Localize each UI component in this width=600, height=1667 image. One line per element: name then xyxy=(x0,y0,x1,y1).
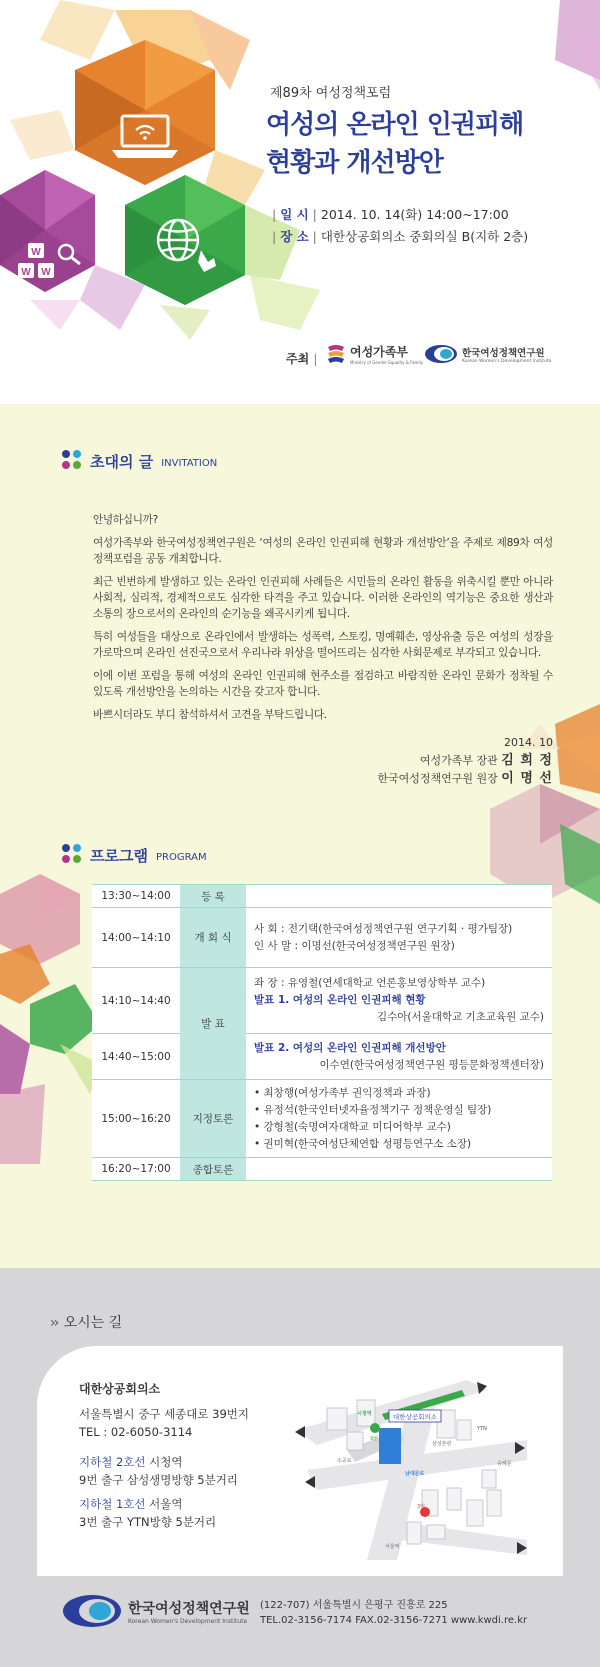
table-row xyxy=(92,908,552,968)
event-place: | 장 소 | 대한상공회의소 중회의실 B(지하 2층) xyxy=(272,229,529,244)
page-title xyxy=(266,106,523,182)
dots-icon xyxy=(62,450,84,472)
table-row xyxy=(92,1034,552,1080)
exit-9-marker xyxy=(370,1423,380,1433)
content-section xyxy=(0,404,600,1268)
date-label: 일 시 xyxy=(280,207,309,222)
presentation-title: 발표 1. 여성의 온라인 인권피해 현황 xyxy=(254,994,426,1006)
program-desc xyxy=(246,1080,552,1158)
location-map xyxy=(287,1370,537,1560)
host-label: 주최 | xyxy=(286,352,318,366)
desc-line: 인 사 말 : 이명선(한국여성정책연구원 원장) xyxy=(254,939,455,952)
program-session: 지정토론 xyxy=(180,1080,246,1158)
program-desc xyxy=(246,885,552,908)
event-date: | 일 시 | 2014. 10. 14(화) 14:00~17:00 xyxy=(272,207,509,222)
letter-paragraph: 안녕하십니까? xyxy=(93,514,158,526)
mogef-logo xyxy=(326,343,423,365)
footer-address: (122-707) 서울특별시 은평구 진흥로 225 xyxy=(260,1600,448,1611)
invitation-title-en: INVITATION xyxy=(161,457,218,469)
map-label-kcci: 대한상공회의소 xyxy=(393,1413,437,1421)
program-time: 13:30~14:00 xyxy=(92,885,180,908)
invitation-heading xyxy=(62,450,217,472)
program-title: 프로그램 xyxy=(90,846,148,865)
map-label-seoul-station: 서울역 xyxy=(385,1544,400,1550)
arrow-icon xyxy=(305,1476,315,1488)
table-row xyxy=(92,1158,552,1181)
kcci-building xyxy=(379,1428,401,1464)
footer-org-sub: Korean Women's Development Institute xyxy=(128,1617,248,1625)
program-time: 14:40~15:00 xyxy=(92,1034,180,1080)
kwdi-name: 한국여성정책연구원 xyxy=(462,347,545,359)
directions-section xyxy=(0,1268,600,1667)
kwdi-logo xyxy=(424,344,551,364)
kwdi-sub: Korean Women's Development Institute xyxy=(462,358,552,364)
map-label-exit3: 3번 xyxy=(417,1504,426,1510)
subway-line1: 지하철 1호선 서울역 xyxy=(79,1497,183,1511)
subway-line1-exit: 3번 출구 YTN방향 5분거리 xyxy=(79,1515,217,1529)
directions-card xyxy=(37,1346,563,1576)
program-heading xyxy=(62,844,207,866)
invitation-title: 초대의 글 xyxy=(90,452,154,471)
desc-line: 좌 장 : 유영철(연세대학교 언론홍보영상학부 교수) xyxy=(254,977,486,989)
letter-paragraph: 이에 이번 포럼을 통해 여성의 온라인 인권피해 현주소를 점검하고 바람직한 온라인 문화가 정착될 수 있도록 개선방안을 논의하는 시간을 갖고자 합니다. xyxy=(93,670,553,698)
mogef-sub: Ministry of Gender Equality & Family xyxy=(350,360,424,365)
letter-paragraph: 여성가족부와 한국여성정책연구원은 ‘여성의 온라인 인권피해 현황과 개선방안’을 주제로 제89차 여성정책포럼을 공동 개최합니다. xyxy=(93,537,553,565)
signer-1: 여성가족부 장관 김 희 정 xyxy=(419,753,553,768)
title-line: 여성의 온라인 인권피해 xyxy=(266,110,524,140)
www-letter: W xyxy=(41,267,51,278)
program-title-en: PROGRAM xyxy=(155,851,207,863)
kwdi-logo-icon xyxy=(424,344,458,364)
table-row xyxy=(92,1080,552,1158)
map-label-sungnyemun: 숭례문 xyxy=(497,1461,512,1467)
program-session: 등 록 xyxy=(180,885,246,908)
invitation-letter xyxy=(93,512,553,730)
map-label-ytn: YTN xyxy=(477,1426,487,1432)
venue-address: 서울특별시 중구 세종대로 39번지 xyxy=(79,1407,250,1421)
program-time: 15:00~16:20 xyxy=(92,1080,180,1158)
signature-block xyxy=(377,734,553,788)
directions-heading xyxy=(50,1312,122,1332)
program-desc xyxy=(246,1034,552,1080)
program-time: 16:20~17:00 xyxy=(92,1158,180,1181)
panelist: • 유정석(한국인터넷자율정책기구 정책운영실 팀장) xyxy=(254,1103,492,1116)
dots-icon xyxy=(62,844,84,866)
letter-paragraph: 특히 여성들을 대상으로 온라인에서 발생하는 성폭력, 스토킹, 명예훼손, 영상유출 등은 여성의 성장을 가로막으며 온라인 선진국으로서 우리나라 위상을 떨어뜨리는 심각한 사회문제로 부각되고 있습니다. xyxy=(93,631,553,659)
map-label-sicheong: 시청역 xyxy=(357,1411,372,1417)
event-info xyxy=(272,204,528,248)
presentation-title: 발표 2. 여성의 온라인 인권피해 개선방안 xyxy=(254,1041,446,1054)
address-block xyxy=(79,1380,249,1531)
date-value: 2014. 10. 14(화) 14:00~17:00 xyxy=(320,207,509,222)
presenter: 이수연(한국여성정책연구원 평등문화정책센터장) xyxy=(319,1058,544,1071)
letter-paragraph: 최근 빈번하게 발생하고 있는 온라인 인권피해 사례들은 시민들의 온라인 활동을 위축시킬 뿐만 아니라 사회적, 심리적, 경제적으로도 심각한 타격을 주고 있습니다. 이러한 온라인의 역기능은 중요한 생산과 소통의 장으로서의 온라인의 순기능을 왜곡시키게 됩니다. xyxy=(93,576,553,620)
arrow-icon xyxy=(295,1426,305,1438)
map-label-samsung: 삼성본관 xyxy=(432,1441,452,1447)
place-label: 장 소 xyxy=(280,229,309,244)
program-session: 개 회 식 xyxy=(180,908,246,968)
forum-number: 제89차 여성정책포럼 xyxy=(270,86,392,101)
header xyxy=(0,0,600,404)
footer-kwdi-logo xyxy=(62,1594,250,1628)
program-time: 14:10~14:40 xyxy=(92,968,180,1034)
program-desc xyxy=(246,968,552,1034)
presenter: 김수아(서울대학교 기초교육원 교수) xyxy=(376,1011,544,1023)
panelist: • 강형철(숙명여자대학교 미디어학부 교수) xyxy=(254,1120,451,1133)
venue-tel: TEL : 02-6050-3114 xyxy=(79,1425,193,1439)
program-desc xyxy=(246,1158,552,1181)
footer-contact xyxy=(260,1598,527,1628)
map-label-namdaemun: 남대문로 xyxy=(405,1471,425,1477)
program-session: 발 표 xyxy=(180,968,246,1080)
directions-title: 오시는 길 xyxy=(63,1315,123,1331)
letter-paragraph: 바쁘시더라도 부디 참석하셔서 고견을 부탁드립니다. xyxy=(93,709,327,721)
footer-org-name: 한국여성정책연구원 xyxy=(128,1600,250,1617)
signer-2: 한국여성정책연구원 원장 이 명 선 xyxy=(377,771,553,786)
venue-name: 대한상공회의소 xyxy=(79,1382,161,1396)
subway-line2-exit: 9번 출구 삼성생명방향 5분거리 xyxy=(79,1473,238,1487)
program-table xyxy=(92,884,552,1181)
panelist: • 권미혁(한국여성단체연합 성평등연구소 소장) xyxy=(254,1137,472,1150)
www-letter: W xyxy=(31,247,41,258)
program-time: 14:00~14:10 xyxy=(92,908,180,968)
desc-line: 사 회 : 전기택(한국여성정책연구원 연구기획 · 평가팀장) xyxy=(254,922,513,935)
table-row xyxy=(92,968,552,1034)
kwdi-logo-icon xyxy=(62,1594,122,1628)
mogef-name: 여성가족부 xyxy=(350,345,408,359)
map-label-exit9: 9번 xyxy=(370,1436,379,1442)
table-row xyxy=(92,885,552,908)
double-chevron-icon: ›› xyxy=(50,1315,60,1331)
title-line: 현황과 개선방안 xyxy=(266,148,443,178)
www-letter: W xyxy=(21,267,31,278)
program-desc xyxy=(246,908,552,968)
program-session: 종합토론 xyxy=(180,1158,246,1181)
panelist: • 최창행(여성가족부 권익정책과 과장) xyxy=(254,1086,431,1099)
letter-date: 2014. 10 xyxy=(504,736,553,749)
map-label-sogong: 소공로 xyxy=(337,1458,352,1464)
mogef-logo-icon xyxy=(326,343,346,365)
subway-line2: 지하철 2호선 시청역 xyxy=(79,1455,183,1469)
footer-phone: TEL.02-3156-7174 FAX.02-3156-7271 www.kwdi.re.kr xyxy=(260,1615,528,1626)
place-value: 대한상공회의소 중회의실 B(지하 2층) xyxy=(320,229,529,244)
